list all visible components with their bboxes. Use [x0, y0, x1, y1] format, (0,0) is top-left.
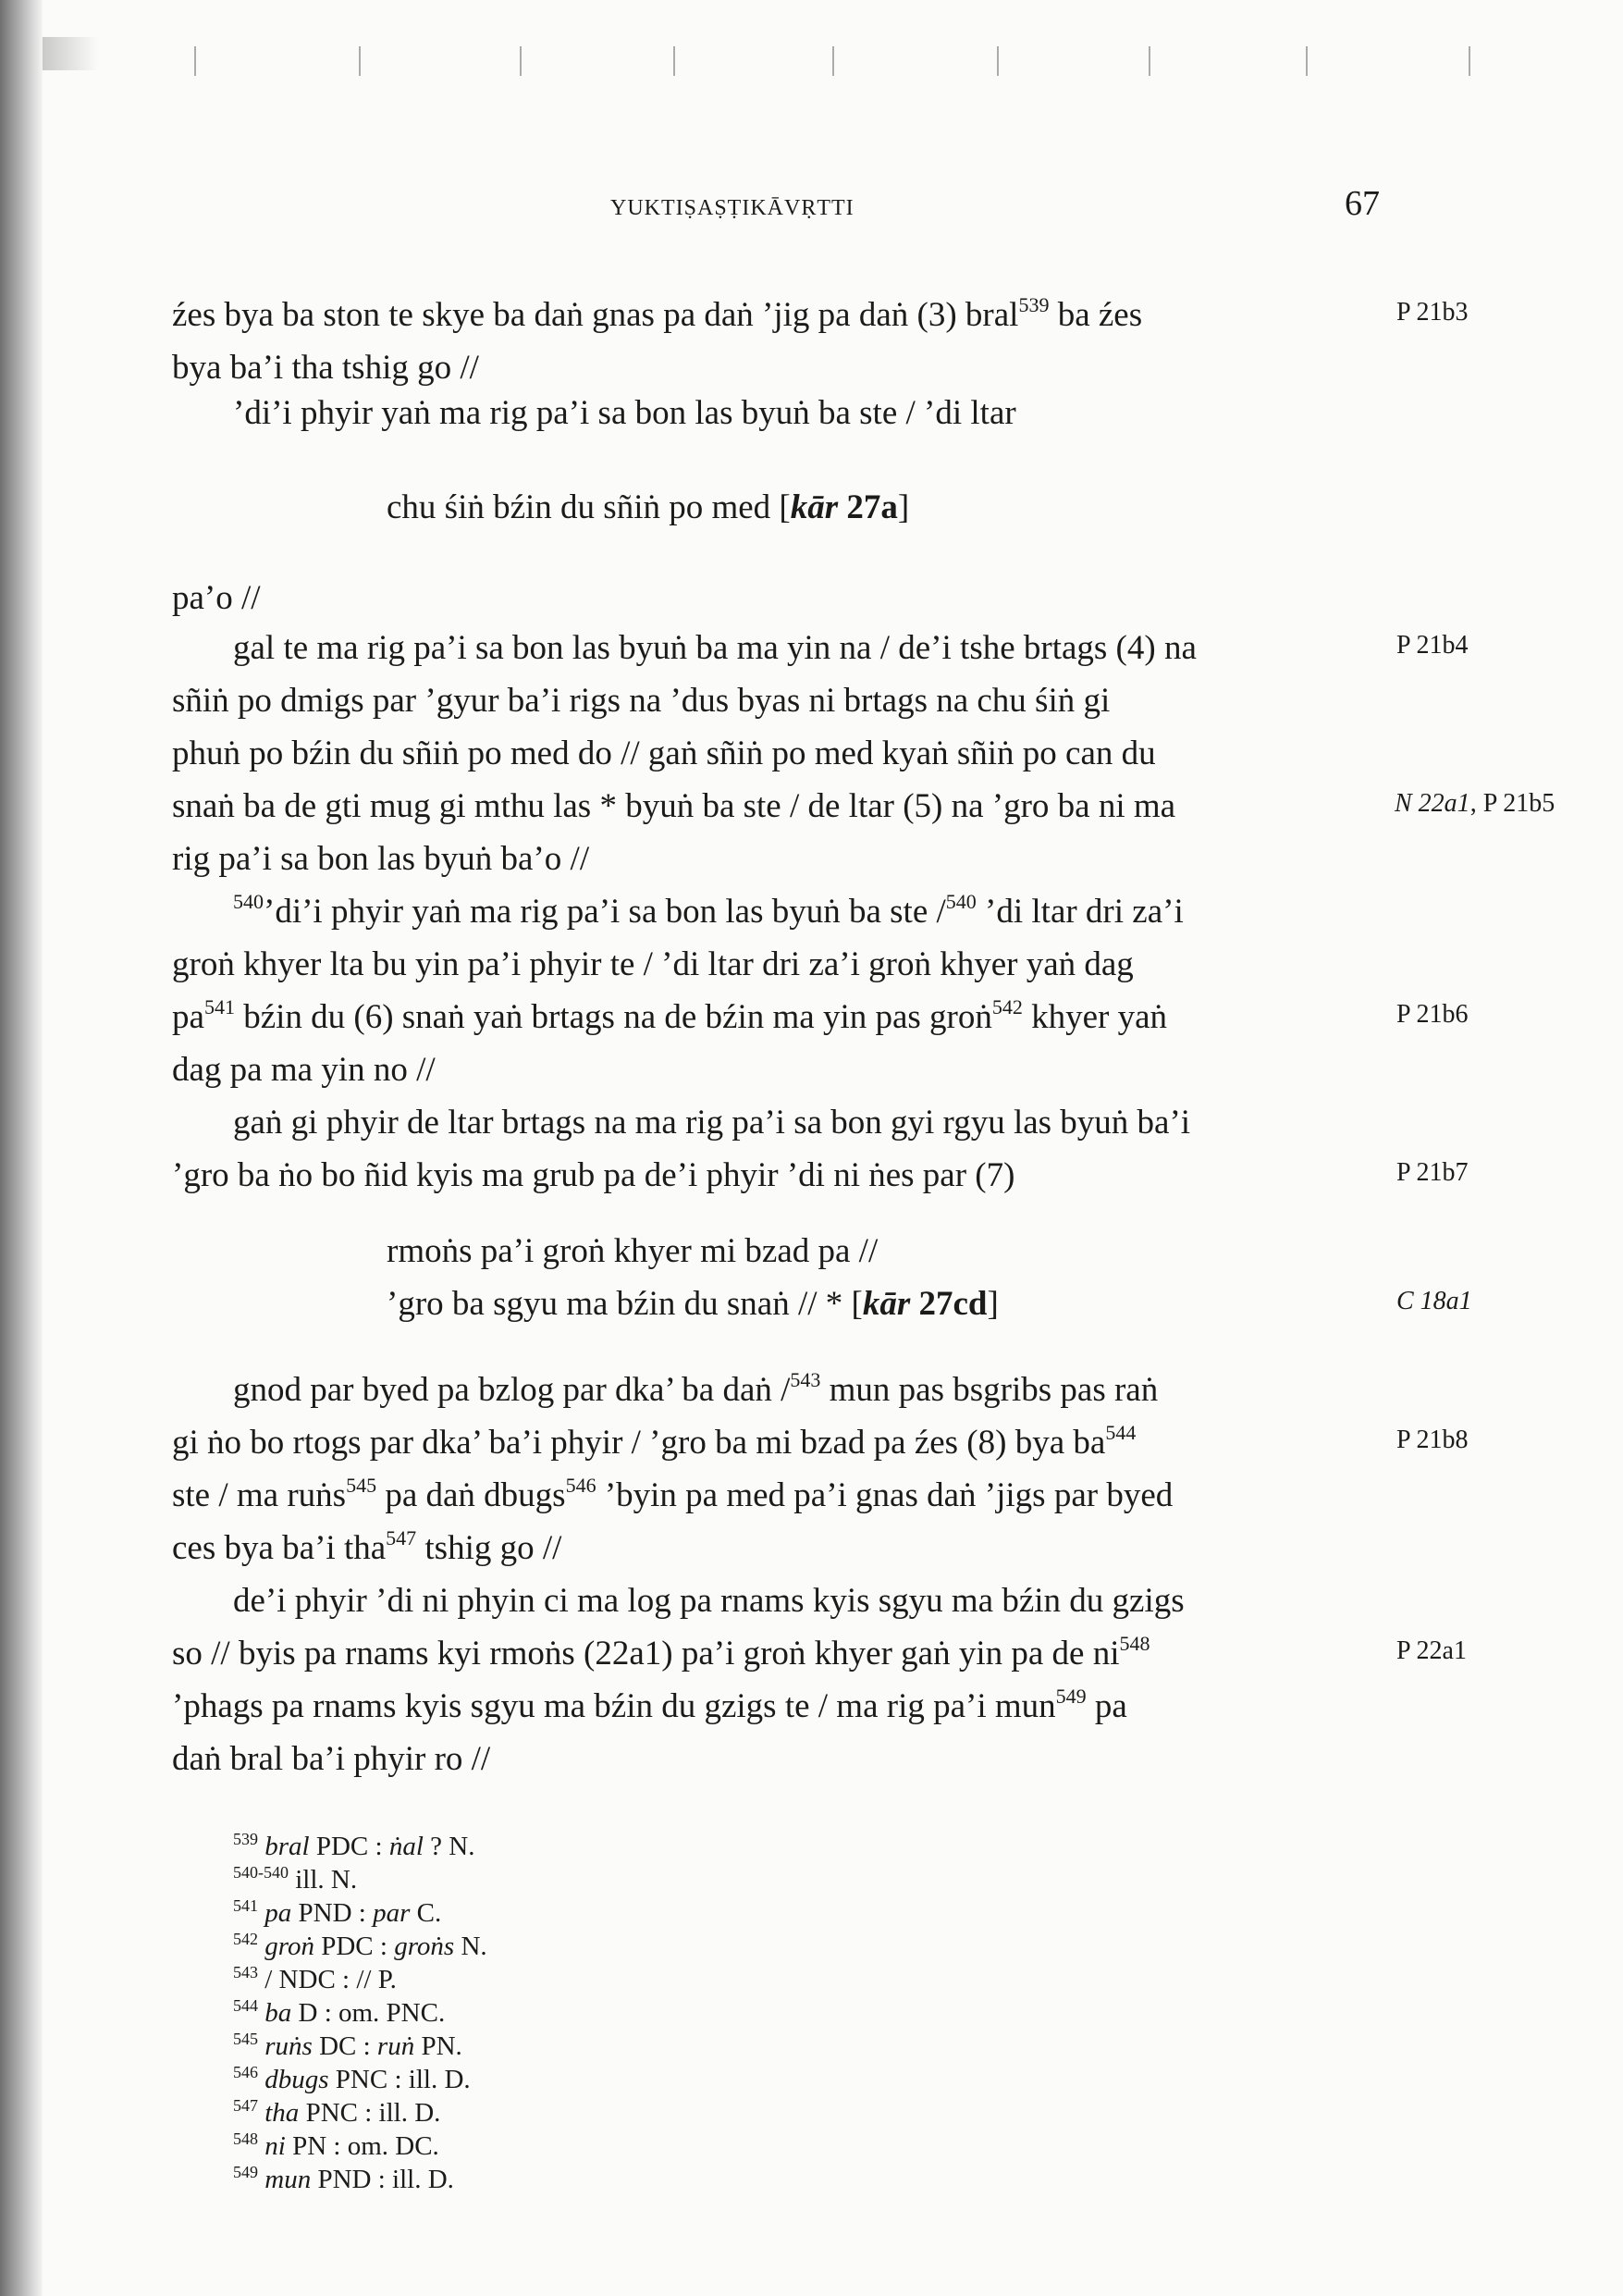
margin-ref: P 21b8 — [1396, 1426, 1469, 1454]
footnote: $^{539}$ bral PDC : ṅal ? N. — [233, 1830, 475, 1861]
margin-ref: P 21b4 — [1396, 631, 1469, 660]
footnote: $^{548}$ ni PN : om. DC. — [233, 2129, 439, 2161]
footnote-ref[interactable]: 545 — [346, 1474, 377, 1497]
edge-mark — [997, 46, 999, 76]
text-line: ’gro ba ṅo bo ñid kyis ma grub pa de’i phyir ’di ni ṅes par (7) — [172, 1156, 1015, 1194]
text-line: phuṅ po bźin du sñiṅ po med do // gaṅ sñiṅ po med kyaṅ sñiṅ po can du — [172, 734, 1156, 772]
verse-line: ’gro ba sgyu ma bźin du snaṅ // * [kār 27cd] — [387, 1285, 999, 1323]
text-line: groṅ khyer lta bu yin pa’i phyir te / ’di ltar dri za’i groṅ khyer yaṅ dag — [172, 945, 1134, 983]
footnote-ref[interactable]: 549 — [1055, 1685, 1087, 1708]
paragraph-2 — [172, 387, 1393, 439]
margin-ref: N 22a1, P 21b5 — [1395, 789, 1555, 818]
text-line: gi ṅo bo rtogs par dka’ ba’i phyir / ’gro ba mi bzad pa źes (8) bya $ba^{544}$ — [172, 1421, 1137, 1462]
text-line: de’i phyir ’di ni phyin ci ma log pa rnams kyis sgyu ma bźin du gzigs — [233, 1582, 1185, 1620]
karika-number: 27a — [838, 488, 898, 526]
footnote-ref[interactable]: 541 — [203, 995, 235, 1018]
text-line: gnod par byed pa bzlog par dka’ ba daṅ /$^{543}$ mun pas bsgribs pas raṅ — [233, 1368, 1159, 1409]
footnote-ref[interactable]: 543 — [790, 1368, 821, 1391]
footnotes — [233, 1830, 487, 2196]
verse-27cd — [387, 1225, 999, 1330]
text-line: ’di’i phyir yaṅ ma rig pa’i sa bon las byuṅ ba ste / ’di ltar — [233, 394, 1016, 432]
text-line: gaṅ gi phyir de ltar brtags na ma rig pa’i sa bon gyi rgyu las byuṅ ba’i — [233, 1104, 1191, 1142]
paragraph-7 — [172, 1364, 1393, 1574]
text-line: źes bya ba ston te skye ba daṅ gnas pa daṅ ’jig pa daṅ (3) bral$^{539}$ ba źes — [172, 293, 1143, 334]
paragraph-1 — [172, 289, 1393, 394]
paragraph-4 — [172, 622, 1393, 885]
karika-number: 27cd — [910, 1285, 988, 1323]
margin-ref: P 21b6 — [1396, 1000, 1469, 1029]
text-line: gal te ma rig pa’i sa bon las byuṅ ba ma yin na / de’i tshe brtags (4) na — [233, 629, 1197, 667]
footnote-ref[interactable]: 542 — [991, 995, 1023, 1018]
text-line: so // byis pa rnams kyi rmoṅs (22a1) pa’i groṅ khyer gaṅ yin pa de $ni^{548}$ — [172, 1632, 1150, 1673]
footnote: $^{547}$ tha PNC : ill. D. — [233, 2096, 441, 2128]
edge-mark — [520, 46, 522, 76]
footnote: $^{544}$ ba D : om. PNC. — [233, 1996, 446, 2028]
paragraph-8 — [172, 1574, 1393, 1785]
margin-ref: P 21b3 — [1396, 298, 1469, 327]
paragraph-6 — [172, 1096, 1393, 1202]
verse-line: rmoṅs pa’i groṅ khyer mi bzad pa // — [387, 1232, 879, 1270]
text-line: snaṅ ba de gti mug gi mthu las * byuṅ ba ste / de ltar (5) na ’gro ba ni ma — [172, 787, 1176, 825]
footnote-ref[interactable]: 544 — [1105, 1421, 1137, 1444]
karika-label: kār — [862, 1285, 911, 1323]
text-line: bya ba’i tha tshig go // — [172, 349, 479, 387]
scan-edge-marks — [0, 46, 1623, 83]
footnote-ref[interactable]: 540 — [233, 890, 264, 913]
text-line: ces bya ba’i tha$^{547}$ tshig go // — [172, 1526, 562, 1567]
running-title: YUKTIṢAṢṬIKĀVṚTTI — [610, 196, 855, 220]
footnote: $^{542}$ groṅ PDC : groṅs N. — [233, 1930, 487, 1961]
footnote: $^{545}$ ruṅs DC : ruṅ PN. — [233, 2030, 462, 2061]
footnote-ref[interactable]: 546 — [565, 1474, 596, 1497]
edge-mark — [832, 46, 834, 76]
footnote: $^{541}$ pa PND : par C. — [233, 1896, 442, 1928]
footnote: $^{540-540}$ ill. N. — [233, 1863, 358, 1895]
text-line: pa’o // — [172, 579, 261, 617]
footnote-ref[interactable]: 540 — [945, 890, 977, 913]
scan-gutter-shadow — [0, 0, 43, 2296]
text-line: $pa^{541}$ bźin du (6) snaṅ yaṅ brtags na de bźin ma yin pas groṅ$^{542}$ khyer yaṅ — [172, 995, 1168, 1036]
karika-label: kār — [790, 488, 839, 526]
margin-ref: P 22a1 — [1396, 1636, 1467, 1665]
verse-27a: chu śiṅ bźin du sñiṅ po med [kār 27a] — [387, 488, 910, 526]
edge-mark — [1469, 46, 1470, 76]
footnote-ref[interactable]: 548 — [1119, 1632, 1150, 1655]
text-line: ste / ma ruṅs$^{545}$ pa daṅ dbugs$^{546}$ ’byin pa med pa’i gnas daṅ ’jigs par byed — [172, 1474, 1174, 1514]
edge-mark — [194, 46, 196, 76]
footnote-ref[interactable]: 547 — [386, 1526, 417, 1549]
edge-mark — [673, 46, 675, 76]
edge-mark — [359, 46, 361, 76]
text-line: dag pa ma yin no // — [172, 1051, 436, 1089]
text-line: rig pa’i sa bon las byuṅ ba’o // — [172, 840, 590, 878]
footnote: $^{543}$ / NDC : // P. — [233, 1963, 397, 1994]
page-number: 67 — [1345, 184, 1380, 223]
text-line: ’phags pa rnams kyis sgyu ma bźin du gzigs te / ma rig pa’i mun$^{549}$ pa — [172, 1685, 1127, 1725]
footnote: $^{546}$ dbugs PNC : ill. D. — [233, 2063, 471, 2094]
footnote-ref[interactable]: 539 — [1018, 293, 1050, 316]
edge-mark — [1149, 46, 1150, 76]
text-line: sñiṅ po dmigs par ’gyur ba’i rigs na ’dus byas ni brtags na chu śiṅ gi — [172, 682, 1111, 720]
paragraph-3 — [172, 572, 1393, 624]
margin-ref: C 18a1 — [1396, 1287, 1472, 1315]
text-line: daṅ bral ba’i phyir ro // — [172, 1740, 491, 1778]
edge-mark — [1306, 46, 1308, 76]
paragraph-5 — [172, 885, 1393, 1096]
margin-ref: P 21b7 — [1396, 1158, 1469, 1187]
footnote: $^{549}$ mun PND : ill. D. — [233, 2163, 454, 2194]
text-line: $^{540}$’di’i phyir yaṅ ma rig pa’i sa bon las byuṅ ba ste /$^{540}$ ’di ltar dri za’i — [233, 890, 1184, 931]
